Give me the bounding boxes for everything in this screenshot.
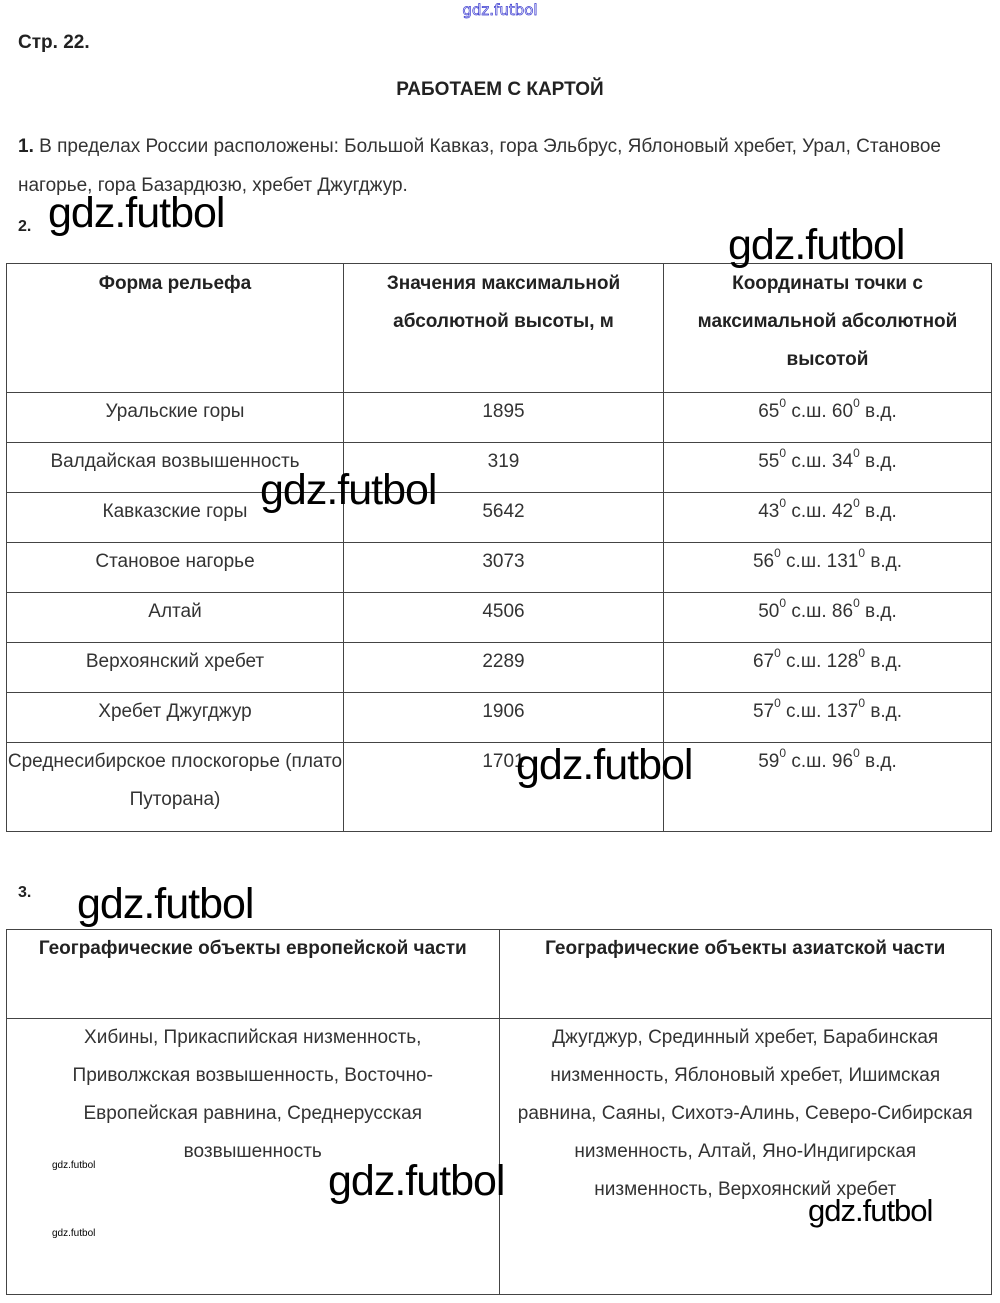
latitude-dir: с.ш. — [791, 601, 827, 622]
task-2-number: 2. — [18, 218, 32, 235]
watermark-small: gdz.futbol — [52, 1228, 96, 1239]
coordinates — [664, 743, 992, 832]
longitude-value: 86 — [831, 601, 854, 622]
relief-name: Алтай — [7, 593, 344, 643]
coordinates — [664, 643, 992, 693]
coordinates — [664, 593, 992, 643]
longitude-value: 128 — [826, 651, 859, 672]
max-height: 319 — [344, 443, 664, 493]
relief-name: Становое нагорье — [7, 543, 344, 593]
task-3-number: 3. — [18, 884, 32, 901]
longitude-value: 42 — [831, 501, 854, 522]
longitude-dir: в.д. — [865, 401, 897, 422]
latitude-value: 43 — [758, 501, 780, 522]
table-row — [7, 543, 992, 593]
coordinates — [664, 693, 992, 743]
relief-name: Среднесибирское плоскогорье (плато Путорана) — [7, 743, 344, 832]
degree-mark: 0 — [774, 545, 781, 560]
table-row — [7, 493, 992, 543]
relief-name: Валдайская возвышенность — [7, 443, 344, 493]
degree-mark: 0 — [779, 395, 787, 410]
watermark: gdz.futbol — [77, 880, 254, 928]
coordinates — [664, 543, 992, 593]
max-height: 1906 — [344, 693, 664, 743]
degree-mark: 0 — [853, 745, 860, 760]
degree-mark: 0 — [853, 495, 860, 510]
degree-mark: 0 — [774, 645, 781, 660]
latitude-dir: с.ш. — [791, 401, 827, 422]
longitude-dir: в.д. — [865, 751, 897, 772]
degree-mark: 0 — [858, 695, 866, 710]
table-row — [7, 443, 992, 493]
task-1-text: В пределах России расположены: Большой Кавказ, гора Эльбрус, Яблоновый хребет, Урал, Становое нагорье, гора Базардюзю, хребет Джугджур. — [18, 136, 941, 196]
longitude-dir: в.д. — [870, 551, 903, 572]
header-coordinates: Координаты точки с максимальной абсолютной высотой — [664, 264, 992, 393]
degree-mark: 0 — [858, 645, 866, 660]
section-title: РАБОТАЕМ С КАРТОЙ — [396, 79, 604, 100]
header-max-height: Значения максимальной абсолютной высоты, м — [344, 264, 664, 393]
watermark-top: gdz.futbol — [462, 1, 538, 19]
table-row — [7, 743, 992, 832]
table-header-row — [7, 930, 992, 1019]
watermark-small: gdz.futbol — [52, 1160, 96, 1171]
latitude-dir: с.ш. — [786, 701, 822, 722]
coordinates — [664, 393, 992, 443]
latitude-value: 50 — [758, 601, 780, 622]
header-relief-form: Форма рельефа — [7, 264, 344, 393]
asian-objects-cell — [499, 1019, 992, 1295]
longitude-value: 131 — [826, 551, 859, 572]
asian-objects: Джугджур, Срединный хребет, Барабинская низменность, Яблоновый хребет, Ишимская равнина, Саяны, Сихотэ-Алинь, Северо-Сибирская низменность, Алтай, Яно-Индигирская низменность, Верхоянский хребет — [517, 1027, 973, 1200]
latitude-value: 65 — [758, 401, 780, 422]
latitude-dir: с.ш. — [791, 501, 827, 522]
max-height: 5642 — [344, 493, 664, 543]
header-asian-text: Географические объекты азиатской части — [545, 938, 946, 959]
latitude-value: 55 — [758, 451, 780, 472]
watermark: gdz.futbol — [328, 1157, 505, 1205]
relief-table — [6, 263, 992, 832]
page-label: Стр. 22. — [18, 32, 90, 53]
table-header-row — [7, 264, 992, 393]
longitude-value: 137 — [826, 701, 859, 722]
latitude-value: 56 — [752, 551, 775, 572]
longitude-value: 34 — [831, 451, 854, 472]
coordinates — [664, 443, 992, 493]
degree-mark: 0 — [779, 595, 787, 610]
header-asian — [499, 930, 992, 1019]
degree-mark: 0 — [853, 595, 860, 610]
relief-name: Хребет Джугджур — [7, 693, 344, 743]
degree-mark: 0 — [779, 745, 787, 760]
longitude-value: 96 — [831, 751, 854, 772]
latitude-dir: с.ш. — [791, 451, 827, 472]
latitude-dir: с.ш. — [786, 551, 822, 572]
watermark: gdz.futbol — [260, 466, 437, 514]
watermark: gdz.futbol — [808, 1193, 933, 1228]
max-height: 2289 — [344, 643, 664, 693]
degree-mark: 0 — [779, 445, 787, 460]
table-row — [7, 593, 992, 643]
longitude-value: 60 — [831, 401, 854, 422]
max-height: 1895 — [344, 393, 664, 443]
latitude-value: 57 — [752, 701, 775, 722]
degree-mark: 0 — [853, 445, 860, 460]
max-height: 4506 — [344, 593, 664, 643]
longitude-dir: в.д. — [870, 651, 903, 672]
latitude-dir: с.ш. — [791, 751, 827, 772]
table-row — [7, 693, 992, 743]
header-european-text: Географические объекты европейской части — [38, 938, 467, 959]
geo-objects-table — [6, 929, 992, 1295]
relief-name: Верхоянский хребет — [7, 643, 344, 693]
max-height: 3073 — [344, 543, 664, 593]
longitude-dir: в.д. — [870, 701, 903, 722]
table-row — [7, 643, 992, 693]
latitude-value: 67 — [752, 651, 775, 672]
relief-name: Кавказские горы — [7, 493, 344, 543]
max-height: 1701 — [344, 743, 664, 832]
coordinates — [664, 493, 992, 543]
degree-mark: 0 — [858, 545, 866, 560]
latitude-dir: с.ш. — [786, 651, 822, 672]
relief-name: Уральские горы — [7, 393, 344, 443]
table-row — [7, 393, 992, 443]
european-objects: Хибины, Прикаспийская низменность, Приволжская возвышенность, Восточно-Европейская равнина, Среднерусская возвышенность — [72, 1027, 433, 1162]
degree-mark: 0 — [779, 495, 787, 510]
longitude-dir: в.д. — [865, 501, 897, 522]
watermark: gdz.futbol — [516, 741, 693, 789]
watermark: gdz.futbol — [48, 189, 225, 237]
degree-mark: 0 — [774, 695, 781, 710]
latitude-value: 59 — [758, 751, 780, 772]
task-1-number: 1. — [18, 136, 34, 157]
longitude-dir: в.д. — [865, 451, 897, 472]
header-european — [7, 930, 500, 1019]
longitude-dir: в.д. — [865, 601, 897, 622]
degree-mark: 0 — [853, 395, 860, 410]
watermark: gdz.futbol — [728, 221, 905, 269]
